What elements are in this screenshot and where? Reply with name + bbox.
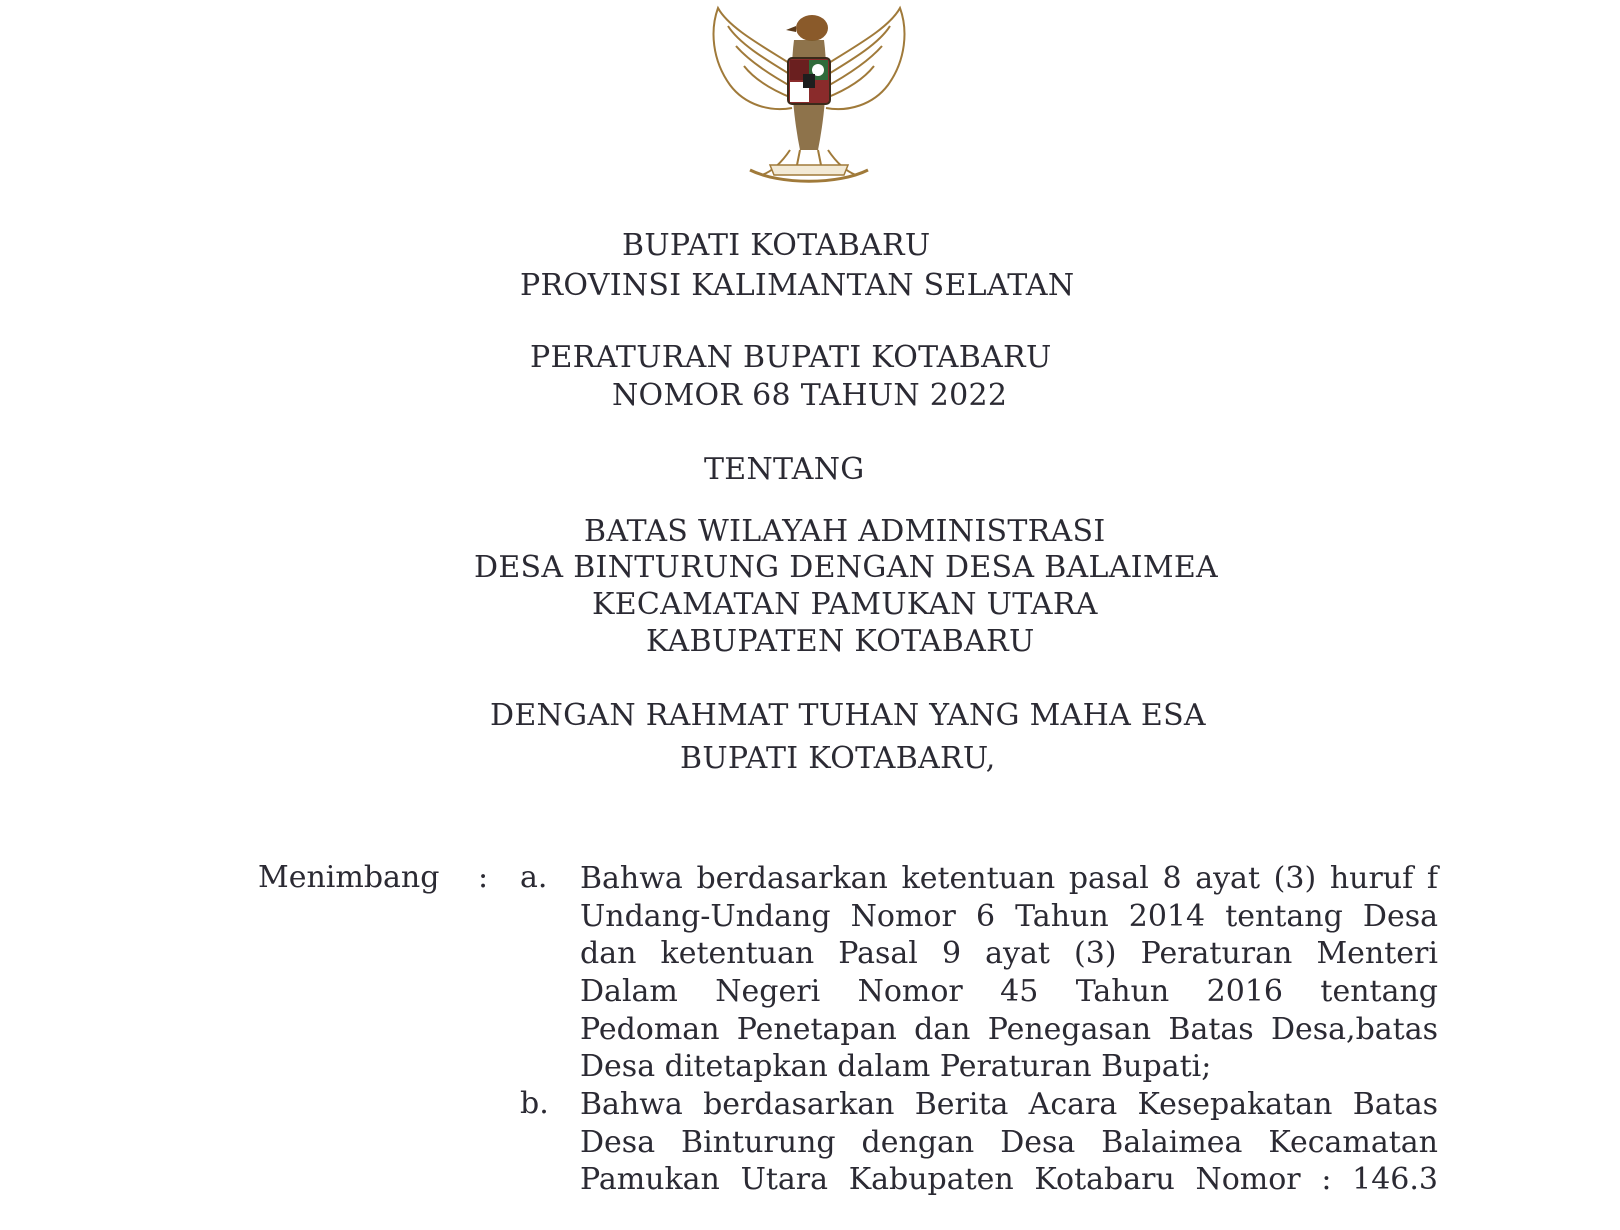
province-title-text: PROVINSI KALIMANTAN SELATAN <box>520 268 1075 303</box>
garuda-emblem-icon <box>700 0 915 192</box>
menimbang-item-a <box>580 860 1438 1086</box>
about-heading-text: TENTANG <box>704 452 865 487</box>
invocation-text: DENGAN RAHMAT TUHAN YANG MAHA ESA <box>490 698 1206 733</box>
regulation-number-text: NOMOR 68 TAHUN 2022 <box>612 378 1008 413</box>
subject-line-text: DESA BINTURUNG DENGAN DESA BALAIMEA <box>474 550 1219 585</box>
paragraph-line: Dalam Negeri Nomor 45 Tahun 2016 tentang <box>580 974 1438 1010</box>
menimbang-label: Menimbang <box>258 860 440 895</box>
paragraph-line: Pamukan Utara Kabupaten Kotabaru Nomor : 146.3 <box>580 1162 1438 1198</box>
paragraph-line: Pedoman Penetapan dan Penegasan Batas Desa,batas <box>580 1011 1438 1047</box>
paragraph-line: Bahwa berdasarkan Berita Acara Kesepakatan Batas <box>580 1087 1438 1122</box>
menimbang-item-b <box>580 1086 1438 1199</box>
subject-line-text: KABUPATEN KOTABARU <box>646 624 1035 659</box>
subject-line-text: KECAMATAN PAMUKAN UTARA <box>592 587 1098 622</box>
signatory-text: BUPATI KOTABARU, <box>680 741 996 776</box>
regulation-title-text: PERATURAN BUPATI KOTABARU <box>530 340 1052 375</box>
item-marker-a: a. <box>520 860 548 895</box>
paragraph-line: Undang-Undang Nomor 6 Tahun 2014 tentang Desa <box>580 898 1438 934</box>
paragraph-line: Desa ditetapkan dalam Peraturan Bupati; <box>580 1049 1212 1085</box>
menimbang-colon: : <box>478 860 489 895</box>
paragraph-line: Desa Binturung dengan Desa Balaimea Kecamatan <box>580 1124 1438 1160</box>
paragraph-line: dan ketentuan Pasal 9 ayat (3) Peraturan Menteri <box>580 936 1438 972</box>
paragraph-line: Bahwa berdasarkan ketentuan pasal 8 ayat (3) huruf f <box>580 861 1438 896</box>
office-title-text: BUPATI KOTABARU <box>622 228 931 263</box>
subject-line-text: BATAS WILAYAH ADMINISTRASI <box>584 514 1106 549</box>
item-marker-b: b. <box>520 1086 549 1121</box>
